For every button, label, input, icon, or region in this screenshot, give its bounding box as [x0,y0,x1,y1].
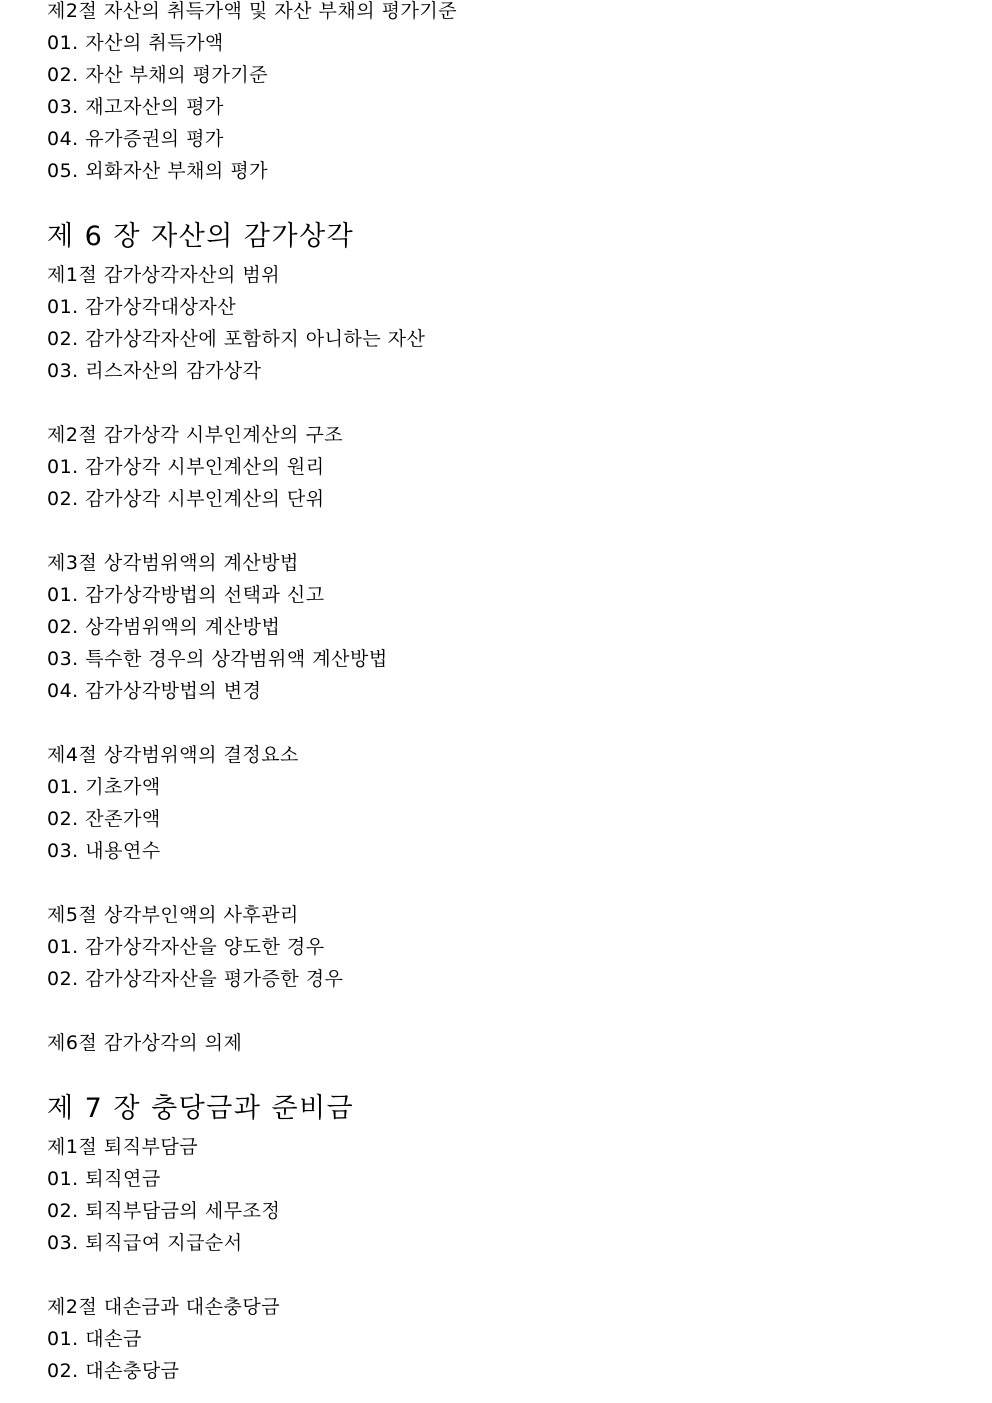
list-item: 01. 퇴직연금 [47,1168,161,1190]
list-item: 03. 특수한 경우의 상각범위액 계산방법 [47,648,388,670]
list-item: 02. 자산 부채의 평가기준 [47,64,269,86]
list-item: 02. 감가상각자산에 포함하지 아니하는 자산 [47,328,426,350]
list-item: 03. 퇴직급여 지급순서 [47,1232,243,1254]
list-item: 02. 상각범위액의 계산방법 [47,616,281,638]
list-item: 03. 리스자산의 감가상각 [47,360,262,382]
list-item: 04. 유가증권의 평가 [47,128,224,150]
list-item: 01. 대손금 [47,1328,142,1350]
chapter-heading: 제 6 장 자산의 감가상각 [47,221,355,252]
list-item: 01. 감가상각자산을 양도한 경우 [47,936,325,958]
section-heading: 제2절 자산의 취득가액 및 자산 부채의 평가기준 [47,0,458,22]
list-item: 05. 외화자산 부채의 평가 [47,160,269,182]
list-item: 01. 자산의 취득가액 [47,32,224,54]
list-item: 02. 잔존가액 [47,808,161,830]
list-item: 03. 재고자산의 평가 [47,96,224,118]
list-item: 01. 기초가액 [47,776,161,798]
list-item: 04. 감가상각방법의 변경 [47,680,262,702]
list-item: 03. 내용연수 [47,840,161,862]
list-item: 02. 감가상각자산을 평가증한 경우 [47,968,344,990]
section-heading: 제4절 상각범위액의 결정요소 [47,744,299,766]
section-heading: 제5절 상각부인액의 사후관리 [47,904,299,926]
list-item: 02. 감가상각 시부인계산의 단위 [47,488,325,510]
list-item: 01. 감가상각 시부인계산의 원리 [47,456,325,478]
list-item: 01. 감가상각방법의 선택과 신고 [47,584,325,606]
section-heading: 제6절 감가상각의 의제 [47,1032,243,1054]
section-heading: 제2절 대손금과 대손충당금 [47,1296,281,1318]
section-heading: 제1절 감가상각자산의 범위 [47,264,281,286]
list-item: 02. 대손충당금 [47,1360,180,1382]
section-heading: 제1절 퇴직부담금 [47,1136,199,1158]
section-heading: 제3절 상각범위액의 계산방법 [47,552,299,574]
section-heading: 제2절 감가상각 시부인계산의 구조 [47,424,344,446]
list-item: 02. 퇴직부담금의 세무조정 [47,1200,281,1222]
list-item: 01. 감가상각대상자산 [47,296,237,318]
chapter-heading: 제 7 장 충당금과 준비금 [47,1093,355,1124]
